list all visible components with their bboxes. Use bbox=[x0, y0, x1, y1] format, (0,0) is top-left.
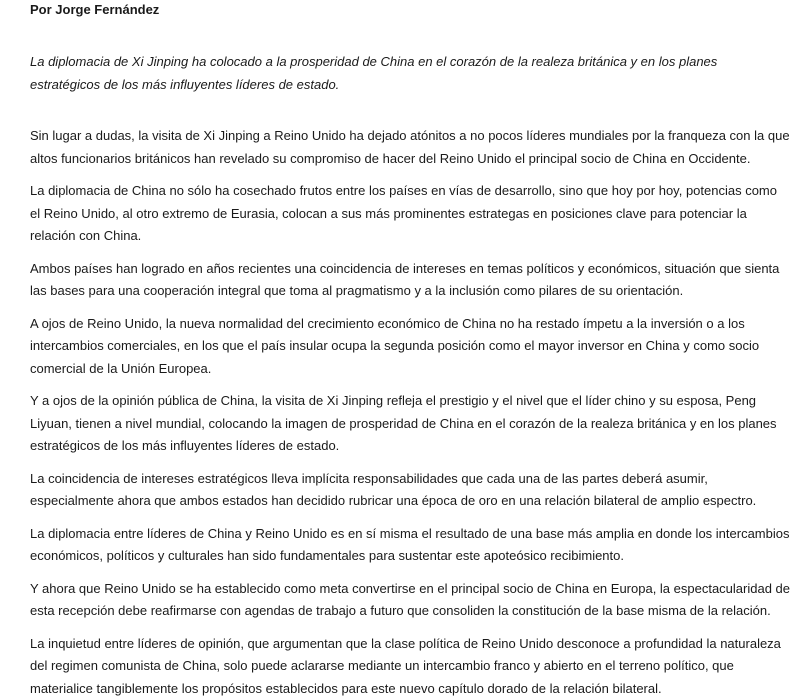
paragraph: La diplomacia entre líderes de China y Reino Unido es en sí misma el resultado de una base más amplia en donde los intercambios económicos, políticos y culturales han sido fundamentales para sustentar este apoteósico recibimiento. bbox=[30, 523, 790, 568]
paragraph: La diplomacia de China no sólo ha cosechado frutos entre los países en vías de desarrollo, sino que hoy por hoy, potencias como el Reino Unido, al otro extremo de Eurasia, colocan a sus más prominentes estrategas en posiciones clave para potenciar la relación con China. bbox=[30, 180, 790, 248]
byline: Por Jorge Fernández bbox=[30, 0, 790, 51]
article-lead: La diplomacia de Xi Jinping ha colocado a la prosperidad de China en el corazón de la realeza británica y en los planes estratégicos de los más influyentes líderes de estado. bbox=[30, 51, 790, 125]
paragraph: Sin lugar a dudas, la visita de Xi Jinping a Reino Unido ha dejado atónitos a no pocos líderes mundiales por la franqueza con la que altos funcionarios británicos han revelado su compromiso de hacer del Reino Unido el principal socio de China en Occidente. bbox=[30, 125, 790, 170]
paragraph: Y ahora que Reino Unido se ha establecido como meta convertirse en el principal socio de China en Europa, la espectacularidad de esta recepción debe reafirmarse con agendas de trabajo a futuro que consoliden la constitución de la base misma de la relación. bbox=[30, 578, 790, 623]
article-body bbox=[30, 125, 790, 700]
paragraph: Y a ojos de la opinión pública de China, la visita de Xi Jinping refleja el prestigio y el nivel que el líder chino y su esposa, Peng Liyuan, tienen a nivel mundial, colocando la imagen de prosperidad de China en el corazón de la realeza británica y en los planes estratégicos de los más influyentes líderes de estado. bbox=[30, 390, 790, 458]
paragraph: La coincidencia de intereses estratégicos lleva implícita responsabilidades que cada una de las partes deberá asumir, especialmente ahora que ambos estados han decidido rubricar una época de oro en una relación bilateral de amplio espectro. bbox=[30, 468, 790, 513]
paragraph: Ambos países han logrado en años recientes una coincidencia de intereses en temas políticos y económicos, situación que sienta las bases para una cooperación integral que toma al pragmatismo y a la inclusión como pilares de su orientación. bbox=[30, 258, 790, 303]
paragraph: A ojos de Reino Unido, la nueva normalidad del crecimiento económico de China no ha restado ímpetu a la inversión o a los intercambios comerciales, en los que el país insular ocupa la segunda posición como el mayor inversor en China y como socio comercial de la Unión Europea. bbox=[30, 313, 790, 381]
paragraph: La inquietud entre líderes de opinión, que argumentan que la clase política de Reino Unido desconoce a profundidad la naturaleza del regimen comunista de China, solo puede aclararse mediante un intercambio franco y abierto en el terreno político, que materialice tangiblemente los propósitos establecidos para este nuevo capítulo dorado de la relación bilateral. bbox=[30, 633, 790, 700]
